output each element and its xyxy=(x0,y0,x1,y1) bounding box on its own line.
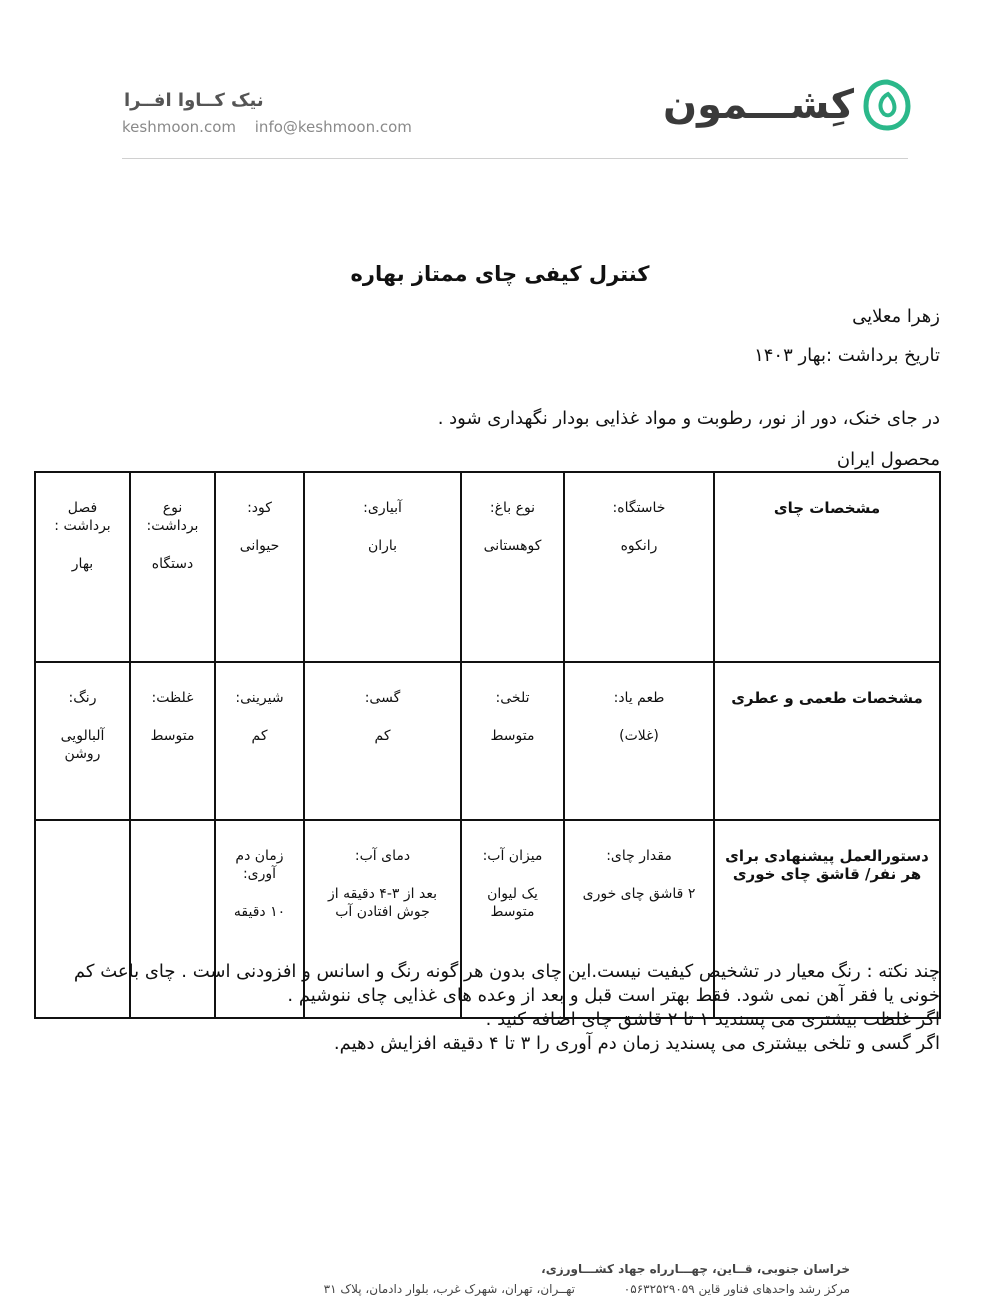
table-cell: گسی: کم xyxy=(304,662,461,820)
website-link[interactable]: keshmoon.com xyxy=(122,118,236,136)
table-row xyxy=(35,472,940,662)
table-cell: میزان آب: یک لیوان متوسط xyxy=(461,820,564,1018)
table-cell: تلخی: متوسط xyxy=(461,662,564,820)
footer-address-line1: خراسان جنوبی، قــاین، چهـــارراه جهاد کشـــاورزی، xyxy=(541,1262,850,1276)
harvest-date: تاریخ برداشت :بهار ۱۴۰۳ xyxy=(754,345,940,366)
table-cell: غلظت: متوسط xyxy=(130,662,215,820)
note-item: چند نکته : رنگ معیار در تشخیص کیفیت نیست.این چای بدون هر گونه رنگ و اسانس و افزودنی است . چای باعث کم خونی یا فقر آهن نمی شود. فقط بهتر است قبل و بعد از وعده های غذایی چای ننوشیم . xyxy=(73,961,940,1006)
table-cell: طعم یاد: (غلات) xyxy=(564,662,714,820)
company-contact xyxy=(122,118,426,136)
author: زهرا معلایی xyxy=(852,306,940,327)
table-cell: کود: حیوانی xyxy=(215,472,304,662)
row-heading: مشخصات طعمی و عطری xyxy=(714,662,940,820)
table-cell: آبیاری: باران xyxy=(304,472,461,662)
header-divider xyxy=(122,158,908,159)
company-name: نیک کــاوا افــرا xyxy=(124,90,264,111)
table-cell: نوع باغ: کوهستانی xyxy=(461,472,564,662)
table-row xyxy=(35,662,940,820)
document-title: کنترل کیفی چای ممتاز بهاره xyxy=(350,262,650,286)
storage-instructions: در جای خنک، دور از نور، رطوبت و مواد غذایی بودار نگهداری شود . xyxy=(437,408,940,429)
table-cell: زمان دم آوری: ۱۰ دقیقه xyxy=(215,820,304,1018)
row-heading: دستورالعمل پیشنهادی برای هر نفر/ قاشق چای خوری xyxy=(714,820,940,1018)
spec-table xyxy=(34,471,941,1019)
note-item: اگر گسی و تلخی بیشتری می پسندید زمان دم آوری را ۳ تا ۴ دقیقه افزایش دهیم. xyxy=(333,1033,940,1054)
row-heading: مشخصات چای xyxy=(714,472,940,662)
keshmoon-logo-icon xyxy=(862,78,912,132)
notes xyxy=(60,960,940,1056)
email-link[interactable]: info@keshmoon.com xyxy=(254,118,412,136)
table-cell: نوع برداشت: دستگاه xyxy=(130,472,215,662)
footer-tehran-line: تهــران، تهران، شهرک غرب، بلوار دادمان، پلاک ۳۱ xyxy=(323,1282,575,1296)
table-cell: خاستگاه: رانکوه xyxy=(564,472,714,662)
footer-address-line2: مرکز رشد واحدهای فناور قاین ۰۵۶۳۲۵۲۹۰۵۹ xyxy=(623,1282,850,1296)
origin: محصول ایران xyxy=(836,449,940,470)
brand-name: کِشـــمون xyxy=(662,82,854,128)
note-item: اگر غلظت بیشتری می پسندید ۱ تا ۲ قاشق چای اضافه کنید . xyxy=(485,1009,940,1030)
company-block xyxy=(122,90,412,111)
table-cell: رنگ: آلبالویی روشن xyxy=(35,662,130,820)
brand xyxy=(663,78,912,132)
table-cell: مقدار چای: ۲ قاشق چای خوری xyxy=(564,820,714,1018)
table-cell: فصل برداشت : بهار xyxy=(35,472,130,662)
table-cell: شیرینی: کم xyxy=(215,662,304,820)
table-cell: دمای آب: بعد از ۳-۴ دقیقه از جوش افتادن آب xyxy=(304,820,461,1018)
